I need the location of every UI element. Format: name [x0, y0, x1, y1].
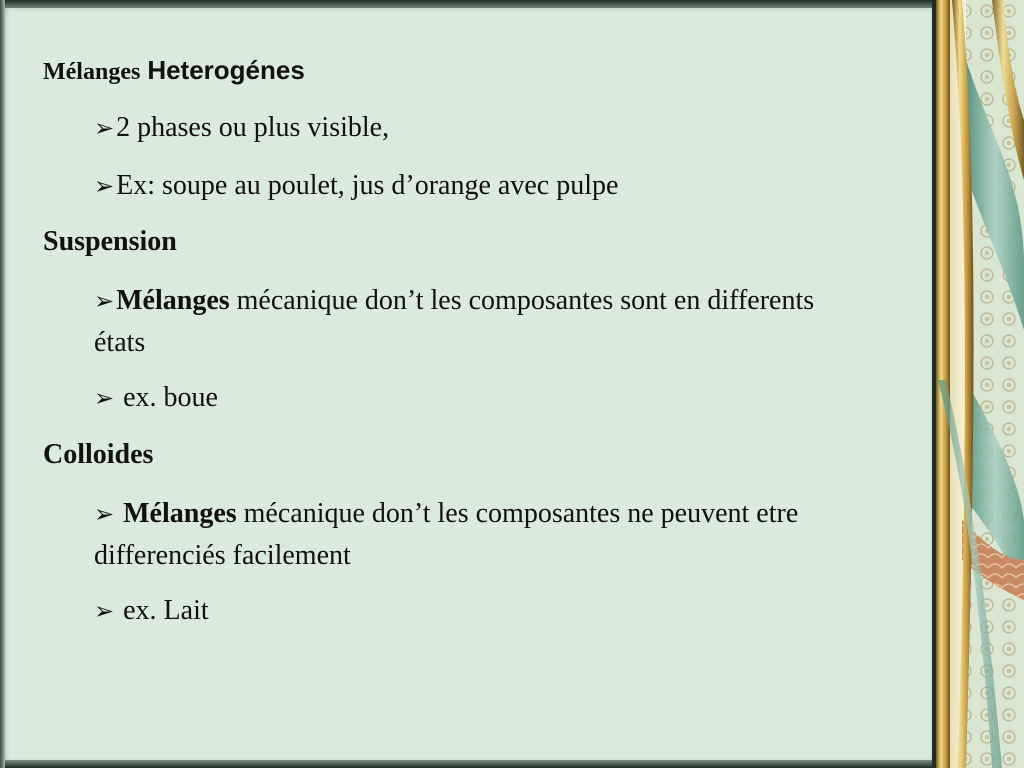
- heading-melanges-heterogenes: [43, 54, 305, 88]
- bullet-bold-term: Mélanges: [116, 285, 230, 316]
- bullet-bold-term: Mélanges: [116, 498, 237, 529]
- heading-colloides: Colloides: [43, 439, 154, 470]
- bullet-example-1: [94, 170, 618, 202]
- arrow-bullet-icon: ➢: [94, 114, 115, 142]
- arrow-bullet-icon: ➢: [94, 597, 115, 625]
- heading-part-2: Heterogénes: [147, 55, 305, 85]
- arrow-bullet-icon: ➢: [94, 287, 115, 315]
- bullet-example-3: [94, 595, 209, 627]
- bullet-example-2: [94, 382, 218, 414]
- bullet-text: mécanique don’t les composantes ne peuvent etre differenciés facilement: [94, 498, 799, 571]
- heading-suspension: Suspension: [43, 226, 177, 257]
- bullet-text: ex. Lait: [116, 595, 209, 626]
- bullet-text: mécanique don’t les composantes sont en differents états: [94, 285, 815, 358]
- arrow-bullet-icon: ➢: [94, 384, 115, 412]
- bullet-text: Ex: soupe au poulet, jus d’orange avec pulpe: [116, 170, 619, 201]
- heading-part-1: Mélanges: [43, 59, 141, 85]
- bullet-suspension-definition: [94, 280, 854, 363]
- bullet-text: 2 phases ou plus visible,: [116, 112, 390, 143]
- bullet-phases: [94, 112, 389, 144]
- decorative-ribbon-graphic: [932, 0, 1024, 768]
- bullet-text: ex. boue: [116, 382, 218, 413]
- arrow-bullet-icon: ➢: [94, 500, 115, 528]
- bullet-colloides-definition: [94, 493, 854, 576]
- arrow-bullet-icon: ➢: [94, 172, 115, 200]
